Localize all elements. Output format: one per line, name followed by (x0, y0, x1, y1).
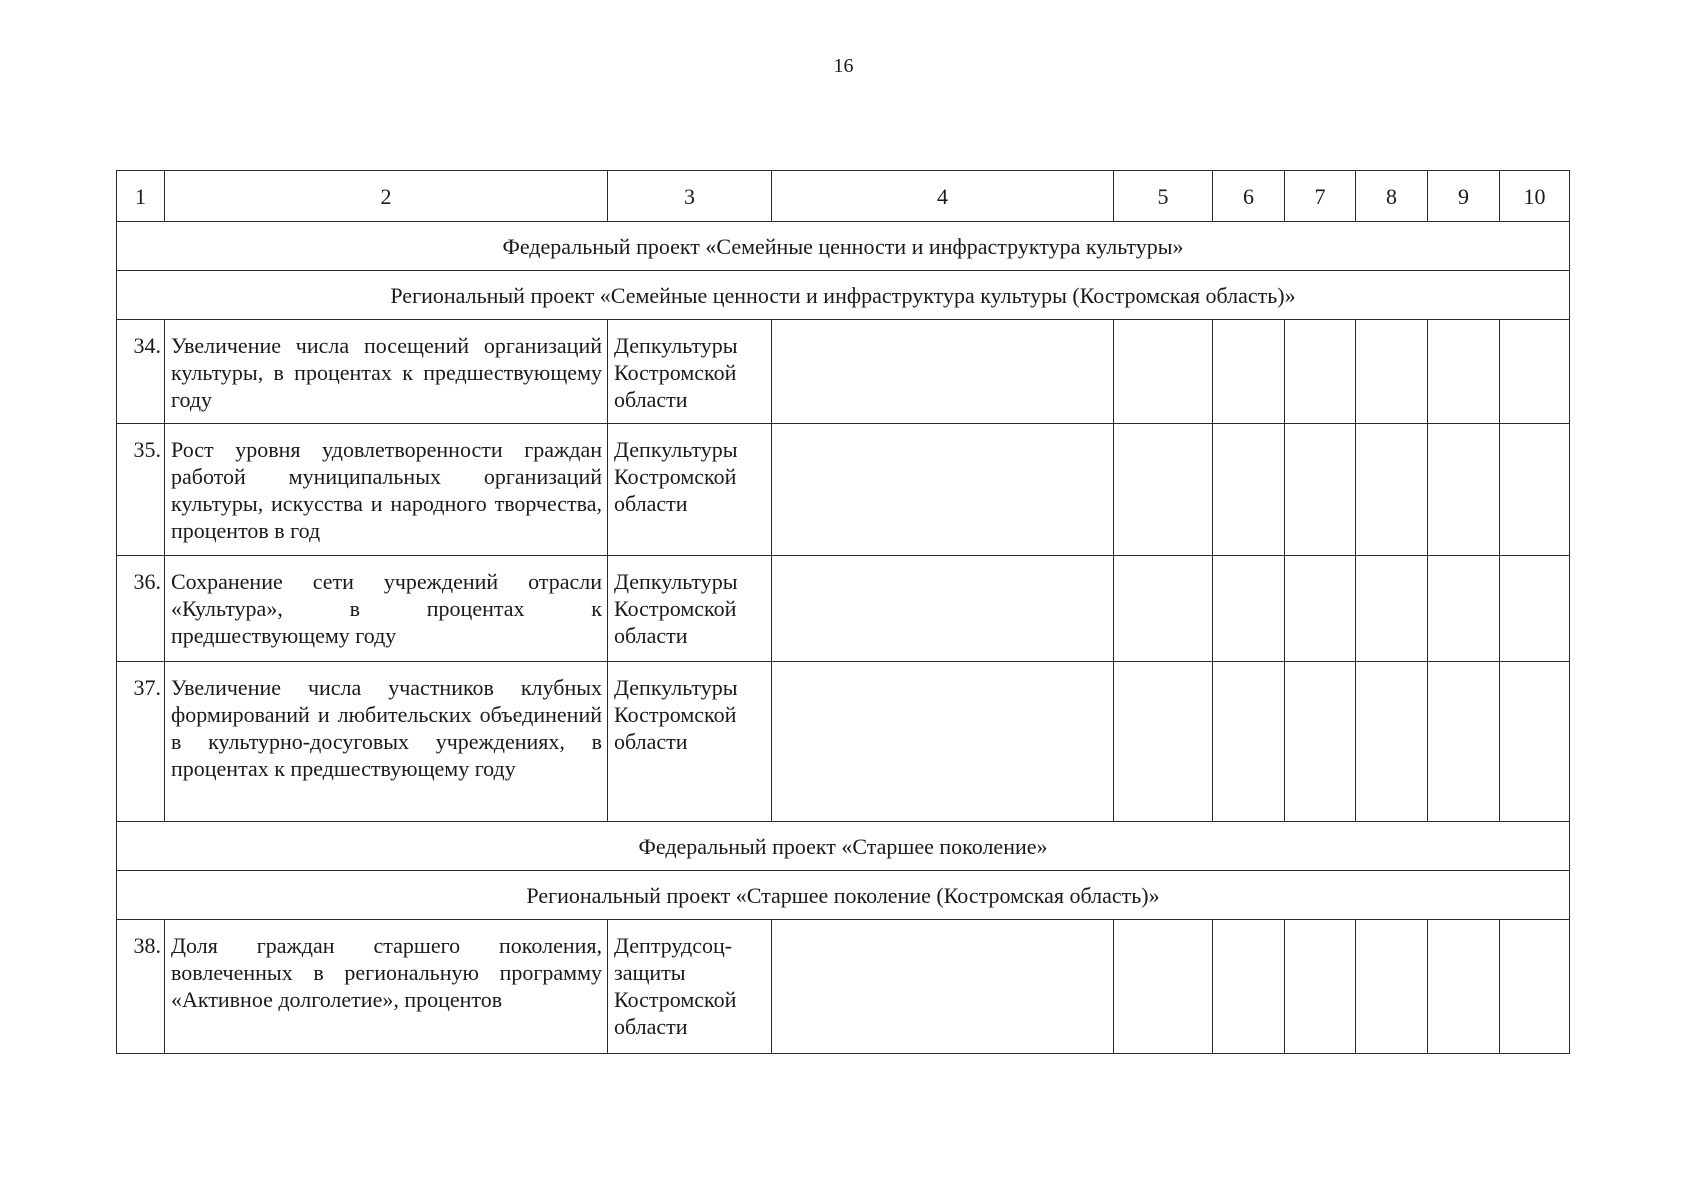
empty-cell (772, 556, 1114, 662)
empty-cell (1428, 424, 1500, 556)
column-number: 3 (608, 171, 772, 222)
column-number: 7 (1285, 171, 1356, 222)
empty-cell (1114, 424, 1213, 556)
responsible-department: Депкультуры Костромской области (608, 662, 772, 822)
empty-cell (1500, 920, 1570, 1054)
regional-project-title: Региональный проект «Семейные ценности и инфраструктура культуры (Костромская область)» (117, 271, 1570, 320)
column-number: 4 (772, 171, 1114, 222)
empty-cell (1114, 556, 1213, 662)
empty-cell (1500, 662, 1570, 822)
federal-project-row (117, 822, 1570, 871)
empty-cell (1285, 920, 1356, 1054)
column-number: 10 (1500, 171, 1570, 222)
row-number: 34. (117, 320, 165, 424)
empty-cell (1500, 424, 1570, 556)
empty-cell (772, 920, 1114, 1054)
regional-project-title: Региональный проект «Старшее поколение (Костромская область)» (117, 871, 1570, 920)
federal-project-row (117, 222, 1570, 271)
column-number: 9 (1428, 171, 1500, 222)
column-number: 2 (165, 171, 608, 222)
column-number: 5 (1114, 171, 1213, 222)
responsible-department: Депкультуры Костромской области (608, 556, 772, 662)
responsible-department: Депкультуры Костромской области (608, 320, 772, 424)
empty-cell (1500, 320, 1570, 424)
empty-cell (1213, 662, 1285, 822)
indicator-name: Рост уровня удовлетворенности граждан работой муниципальных организаций культуры, искусства и народного творчества, процентов в год (165, 424, 608, 556)
column-numbers-row (117, 171, 1570, 222)
empty-cell (1428, 556, 1500, 662)
responsible-department: Депкультуры Костромской области (608, 424, 772, 556)
empty-cell (1213, 556, 1285, 662)
column-number: 1 (117, 171, 165, 222)
federal-project-title: Федеральный проект «Семейные ценности и инфраструктура культуры» (117, 222, 1570, 271)
empty-cell (772, 662, 1114, 822)
row-number: 36. (117, 556, 165, 662)
indicator-name: Увеличение числа посещений организаций культуры, в процентах к предшествующему году (165, 320, 608, 424)
empty-cell (1114, 920, 1213, 1054)
row-number: 35. (117, 424, 165, 556)
empty-cell (1213, 320, 1285, 424)
empty-cell (1428, 662, 1500, 822)
empty-cell (1213, 424, 1285, 556)
regional-project-row (117, 871, 1570, 920)
indicators-table (116, 170, 1570, 1054)
page-number: 16 (833, 55, 854, 77)
indicator-name: Доля граждан старшего поколения, вовлеченных в региональную программу «Активное долголетие», процентов (165, 920, 608, 1054)
row-number: 37. (117, 662, 165, 822)
column-number: 6 (1213, 171, 1285, 222)
row-number: 38. (117, 920, 165, 1054)
table-row (117, 424, 1570, 556)
empty-cell (1285, 662, 1356, 822)
federal-project-title: Федеральный проект «Старшее поколение» (117, 822, 1570, 871)
empty-cell (1428, 920, 1500, 1054)
table-row (117, 556, 1570, 662)
empty-cell (1114, 662, 1213, 822)
responsible-department: Дептрудсоц-защиты Костромской области (608, 920, 772, 1054)
indicator-name: Сохранение сети учреждений отрасли «Культура», в процентах к предшествующему году (165, 556, 608, 662)
empty-cell (1356, 662, 1428, 822)
empty-cell (1356, 424, 1428, 556)
empty-cell (1500, 556, 1570, 662)
empty-cell (1285, 320, 1356, 424)
empty-cell (1356, 556, 1428, 662)
empty-cell (772, 424, 1114, 556)
empty-cell (1213, 920, 1285, 1054)
table-row (117, 920, 1570, 1054)
empty-cell (1114, 320, 1213, 424)
table-row (117, 320, 1570, 424)
regional-project-row (117, 271, 1570, 320)
empty-cell (1428, 320, 1500, 424)
empty-cell (1356, 920, 1428, 1054)
empty-cell (1356, 320, 1428, 424)
indicator-name: Увеличение числа участников клубных формирований и любительских объединений в культурно-досуговых учреждениях, в процентах к предшествующему году (165, 662, 608, 822)
empty-cell (1285, 424, 1356, 556)
column-number: 8 (1356, 171, 1428, 222)
empty-cell (1285, 556, 1356, 662)
empty-cell (772, 320, 1114, 424)
table-row (117, 662, 1570, 822)
